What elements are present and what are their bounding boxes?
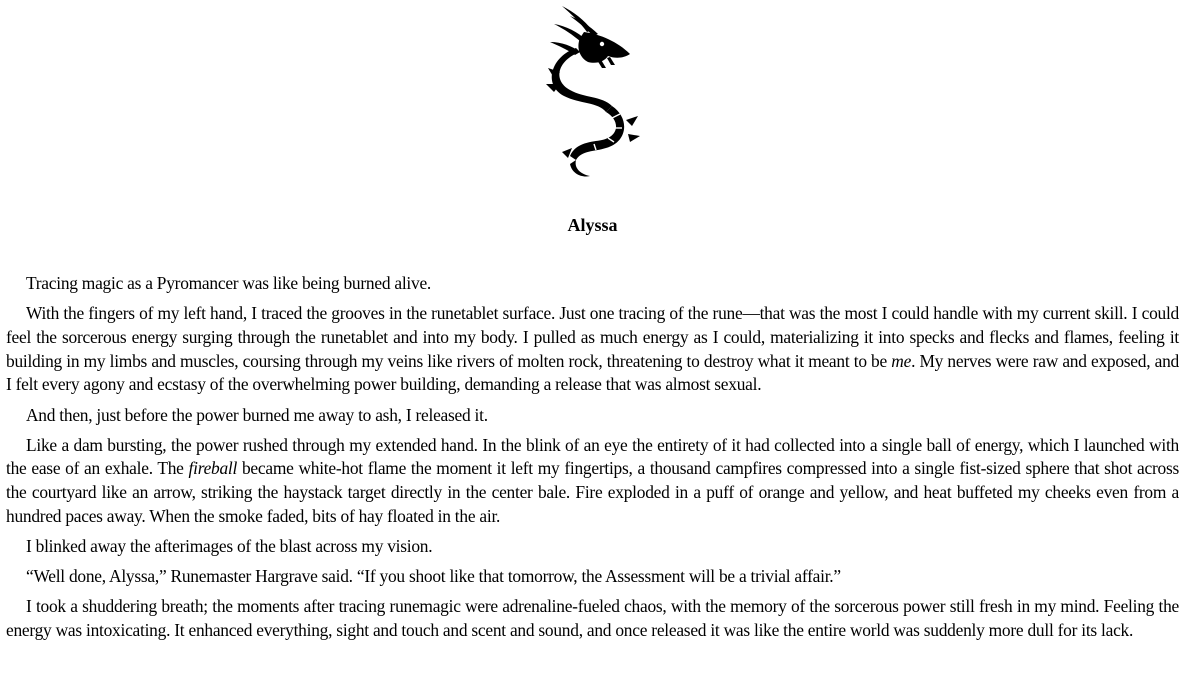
paragraph-text: Like a dam bursting, the power rushed through my extended hand. In the blink of an eye the entirety of it had collected into a single ball of energy, which I launched with the ease of an exhale. The xyxy=(6,434,1179,479)
paragraph xyxy=(6,565,1179,589)
chapter-title: Alyssa xyxy=(567,215,618,235)
paragraph xyxy=(6,535,1179,559)
chapter-body xyxy=(6,272,1179,649)
paragraph-text: Tracing magic as a Pyromancer was like being burned alive. xyxy=(26,273,432,293)
paragraph xyxy=(6,434,1179,529)
paragraph xyxy=(6,404,1179,428)
paragraph xyxy=(6,272,1179,296)
italic-text: me xyxy=(891,350,912,371)
paragraph-text: “Well done, Alyssa,” Runemaster Hargrave said. “If you shoot like that tomorrow, the Assessment will be a trivial affair.” xyxy=(26,566,841,587)
paragraph xyxy=(6,302,1179,397)
paragraph-text: became white-hot flame the moment it left my fingertips, a thousand campfires compressed into a single fist-sized sphere that shot across the courtyard like an arrow, striking the haystack target directly in the center bale. Fire exploded in a puff of orange and yellow, and heat buffeted my cheeks even from a hundred paces away. When the smoke faded, bits of hay floated in the air. xyxy=(6,458,1180,526)
paragraph xyxy=(6,595,1179,642)
paragraph-text: And then, just before the power burned me away to ash, I released it. xyxy=(26,404,488,425)
paragraph-text: I took a shuddering breath; the moments after tracing runemagic were adrenaline-fueled chaos, with the memory of the sorcerous power still fresh in my mind. Feeling the energy was intoxicating. It enhanced everything, sight and touch and scent and sound, and once released it was like the entire world was suddenly more dull for its lack. xyxy=(6,596,1179,641)
paragraph-text: With the fingers of my left hand, I traced the grooves in the runetablet surface. Just one tracing of the rune—that was the most I could handle with my current skill. I could feel the sorcerous energy surging through the runetablet and into my body. I pulled as much energy as I could, materializing it into specks and flecks and flames, feeling it building in my limbs and muscles, coursing through my veins like rivers of molten rock, threatening to destroy what it meant to be xyxy=(6,303,1179,371)
dragon-icon xyxy=(540,2,640,178)
italic-text: fireball xyxy=(188,458,238,479)
paragraph-text: I blinked away the afterimages of the blast across my vision. xyxy=(26,536,433,557)
paragraph-text: . My nerves were raw and exposed, and I felt every agony and ecstasy of the overwhelming power building, demanding a release that was almost sexual. xyxy=(6,350,1179,395)
